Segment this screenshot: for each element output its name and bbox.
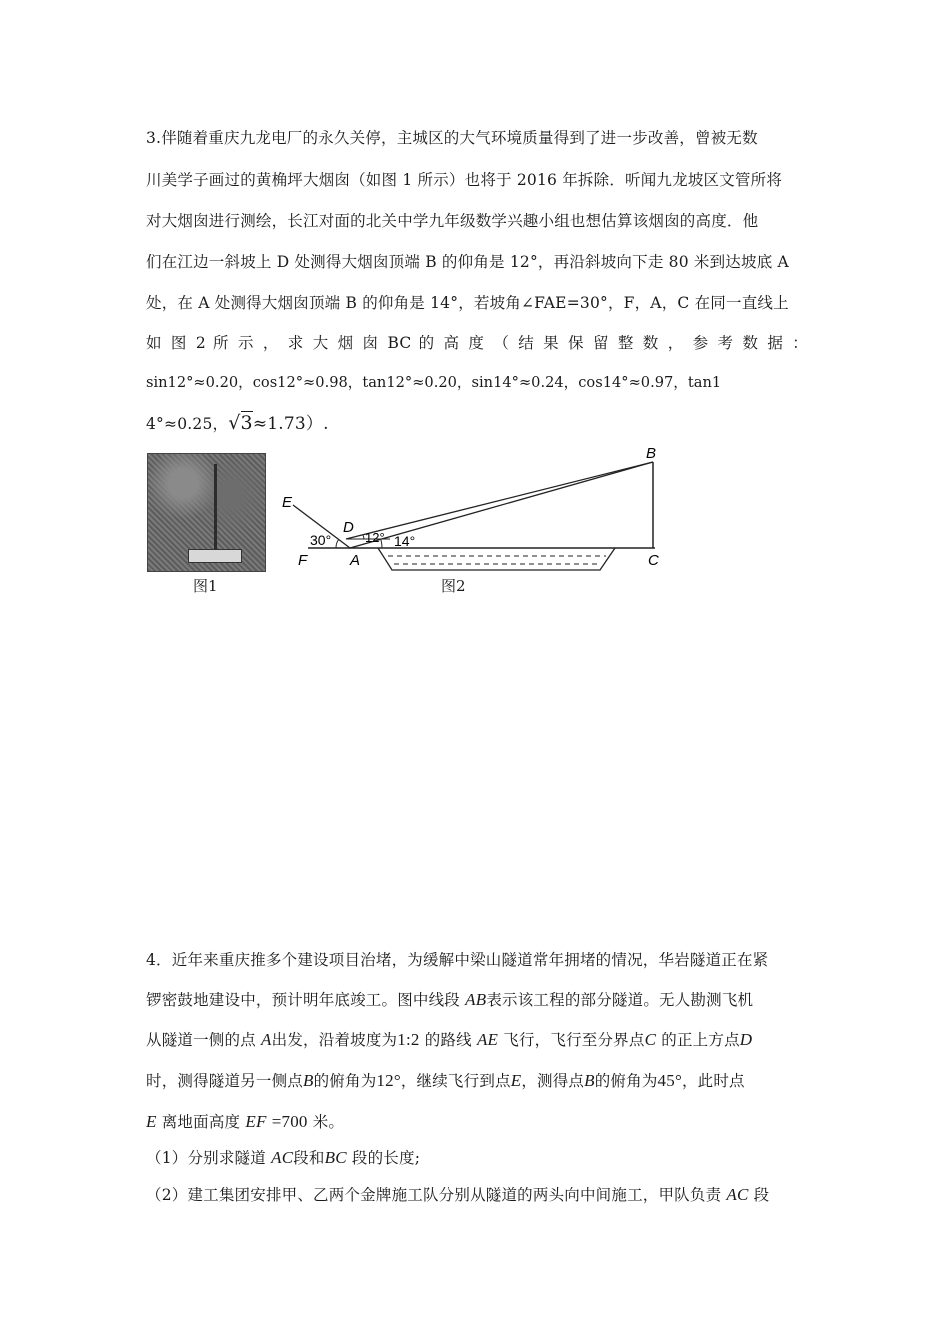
p4-text: 的俯角为	[313, 1072, 377, 1090]
p4-text: ，继续飞行到点	[400, 1072, 511, 1090]
p4-text: ，测得点	[521, 1072, 585, 1090]
problem3-line-5: 处，在 A 处测得大烟囱顶端 B 的仰角是 14°，若坡角∠FAE=30°，F，A，C 在同一直线上	[146, 294, 789, 312]
p4-text: 出发，沿着坡度为	[271, 1031, 398, 1049]
problem4-line-3	[146, 1030, 808, 1050]
problem3-line-8	[146, 413, 808, 434]
math-EF: EF	[245, 1112, 267, 1131]
angle-arc-30	[336, 539, 339, 548]
problem4-line-2	[146, 990, 808, 1010]
problem4-line-5	[146, 1112, 808, 1132]
label-D: D	[343, 519, 354, 536]
sight-line-DB	[346, 462, 653, 539]
angle-label-30: 30°	[310, 532, 332, 548]
math-AB: AB	[465, 990, 487, 1009]
math-BC: BC	[324, 1148, 347, 1167]
math-AC: AC	[726, 1185, 749, 1204]
math-D: D	[739, 1030, 753, 1049]
problem4-line-1: 4．近年来重庆推多个建设项目治堵，为缓解中梁山隧道常年拥堵的情况，华岩隧道正在紧	[146, 951, 769, 969]
figure2-caption: 图2	[441, 577, 466, 595]
chimney-photo	[147, 453, 266, 572]
p4-text: 表示该工程的部分隧道。无人勘测飞机	[486, 991, 754, 1009]
p4-text: 的正上方点	[661, 1031, 740, 1049]
river-bank	[378, 548, 615, 570]
problem3-line-8-prefix: 4°≈0.25，	[146, 415, 229, 433]
figure2-diagram	[270, 440, 690, 580]
label-B: B	[646, 445, 657, 462]
angle-label-12: 12°	[365, 530, 385, 545]
problem4-question-2	[146, 1185, 808, 1205]
p4-text: ，此时点	[681, 1072, 745, 1090]
p4-text: 段	[753, 1186, 770, 1204]
p4-text: 离地面高度	[161, 1113, 241, 1131]
problem3-line-8-suffix: ≈1.73）.	[252, 414, 329, 434]
problem3-line-7: sin12°≈0.20，cos12°≈0.98，tan12°≈0.20，sin14°≈0.24，cos14°≈0.97，tan1	[146, 374, 722, 391]
angle-45: 45°	[657, 1071, 682, 1090]
chimney-silhouette	[214, 464, 217, 556]
label-A: A	[350, 552, 361, 569]
math-B: B	[303, 1071, 314, 1090]
label-F: F	[298, 552, 308, 569]
p4-text: 段的长度;	[351, 1149, 421, 1167]
sqrt-radicand: 3	[240, 412, 253, 434]
math-AE: AE	[476, 1030, 499, 1049]
math-A: A	[261, 1030, 272, 1049]
figure1-caption: 图1	[193, 577, 218, 595]
problem3-line-2: 川美学子画过的黄桷坪大烟囱（如图 1 所示）也将于 2016 年拆除．听闻九龙坡区文管所将	[146, 171, 783, 189]
math-E: E	[510, 1071, 522, 1090]
angle-label-14: 14°	[394, 533, 416, 549]
angle-12: 12°	[376, 1071, 401, 1090]
p4-text: 锣密鼓地建设中，预计明年底竣工。图中线段	[146, 991, 461, 1009]
problem4-line-4	[146, 1071, 808, 1091]
problem3-line-6: 如 图 2 所 示 ， 求 大 烟 囱 BC 的 高 度 （ 结 果 保 留 整 数 ， 参 考 数 据 ：	[146, 334, 808, 352]
math-B: B	[584, 1071, 595, 1090]
problem3-line-4: 们在江边一斜坡上 D 处测得大烟囱顶端 B 的仰角是 12°，再沿斜坡向下走 80 米到达坡底 A	[146, 253, 789, 271]
p4-text: 的路线	[424, 1031, 472, 1049]
p4-text: 从隧道一侧的点	[146, 1031, 256, 1049]
p4-text: （1）分别求隧道	[146, 1149, 266, 1167]
angle-arc-12	[363, 535, 364, 539]
label-C: C	[648, 552, 659, 569]
p4-text: 段和	[293, 1149, 325, 1167]
math-C: C	[644, 1030, 657, 1049]
problem4-question-1	[146, 1148, 808, 1168]
p4-text: 的俯角为	[594, 1072, 658, 1090]
slope-ratio: 1:2	[397, 1030, 420, 1049]
p4-text: 飞行，飞行至分界点	[503, 1031, 645, 1049]
math-E: E	[146, 1112, 157, 1131]
p4-text: 时，测得隧道另一侧点	[146, 1072, 304, 1090]
p4-text: （2）建工集团安排甲、乙两个金牌施工队分别从隧道的两头向中间施工，甲队负责	[146, 1186, 722, 1204]
problem3-line-1: 3.伴随着重庆九龙电厂的永久关停，主城区的大气环境质量得到了进一步改善，曾被无数	[146, 129, 758, 147]
problem3-line-3: 对大烟囱进行测绘，长江对面的北关中学九年级数学兴趣小组也想估算该烟囱的高度．他	[146, 212, 759, 230]
math-AC: AC	[271, 1148, 294, 1167]
p4-text: 米。	[312, 1113, 345, 1131]
height-700: =700	[271, 1112, 308, 1131]
plant-building	[188, 549, 242, 563]
sqrt-expression: √3	[228, 412, 253, 434]
label-E: E	[282, 494, 293, 511]
